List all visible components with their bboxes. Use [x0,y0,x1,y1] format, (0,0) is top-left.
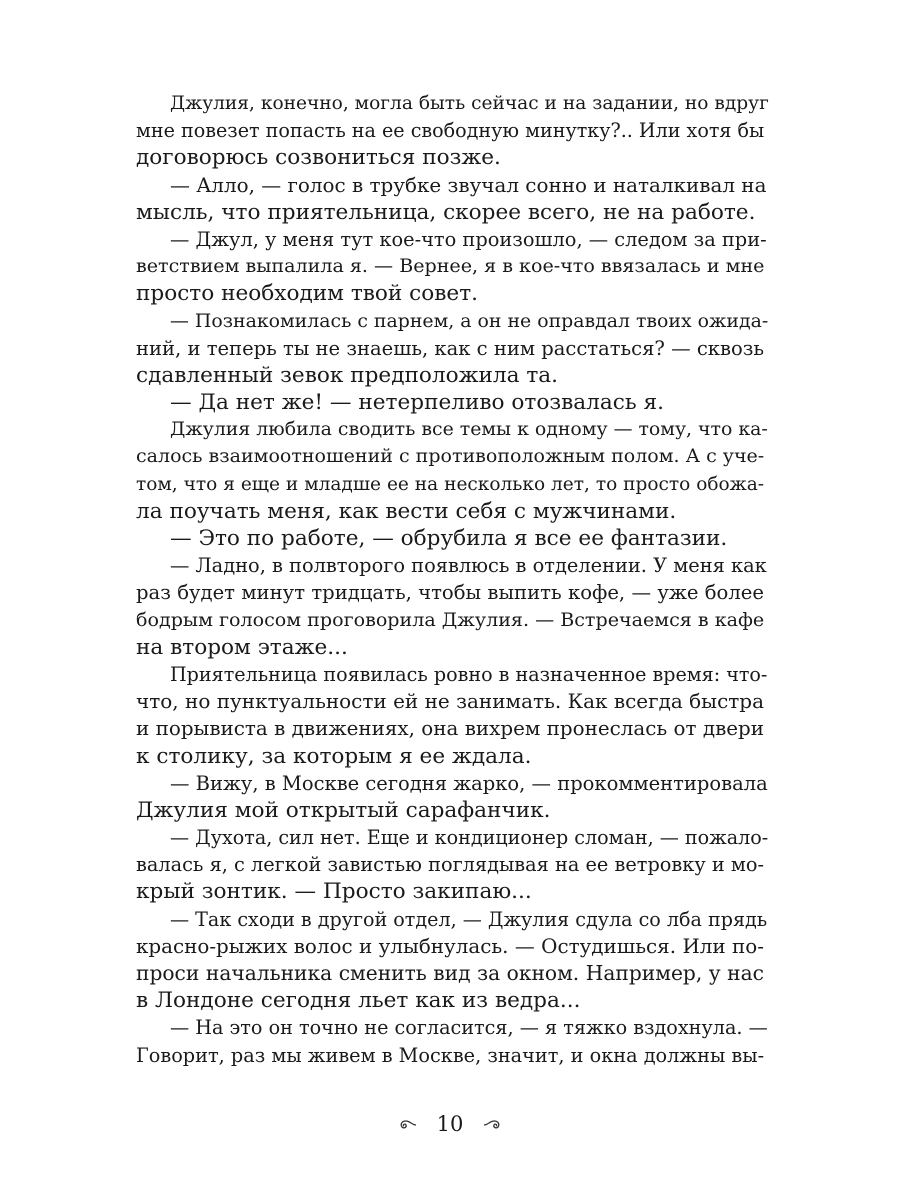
text-line: ний, и теперь ты не знаешь, как с ним расстаться? — сквозь [136,336,765,360]
text-line: Джулия любила сводить все темы к одному — тому, что ка- [170,418,768,441]
text-line: — Джул, у меня тут кое-что произошло, — следом за при- [170,227,767,251]
text-line: и порывиста в движениях, она вихрем пронеслась от двери [136,717,764,741]
text-line: — Ладно, в полвторого появлюсь в отделении. У меня как [170,554,767,578]
text-line: — Вижу, в Москве сегодня жарко, — прокомментировала [170,771,768,795]
text-line: красно-рыжих волос и улыбнулась. — Остудишься. Или по- [136,934,764,958]
text-line: бодрым голосом проговорила Джулия. — Встречаемся в кафе [136,608,765,631]
text-line: в Лондоне сегодня льет как из ведра... [136,988,581,1014]
text-line: крый зонтик. — Просто закипаю... [136,879,532,905]
text-line: — Познакомилась с парнем, а он не оправдал твоих ожида- [170,309,769,332]
text-line: — На это он точно не согласится, — я тяжко вздохнула. — [170,1016,768,1040]
text-line: Джулия мой открытый сарафанчик. [136,797,551,823]
text-line: — Так сходи в другой отдел, — Джулия сдула со лба прядь [170,907,768,931]
text-line: мысль, что приятельница, скорее всего, не на работе. [136,199,756,225]
text-line: Джулия, конечно, могла быть сейчас и на задании, но вдруг [170,93,769,114]
text-line: ла поучать меня, как вести себя с мужчинами. [136,498,677,524]
text-line: — Духота, сил нет. Еще и кондиционер сломан, — пожало- [170,826,769,850]
page-footer [0,1110,900,1136]
text-line: — Алло, — голос в трубке звучал сонно и наталкивал на [170,173,767,197]
text-line: сдавленный зевок предположила та. [136,362,559,388]
text-line: — Да нет же! — нетерпеливо отозвалась я. [170,390,664,416]
text-line: проси начальника сменить вид за окном. Например, у нас [136,961,764,985]
text-line: Говорит, раз мы живем в Москве, значит, и окна должны вы- [136,1043,765,1067]
text-line: Приятельница появилась ровно в назначенное время: что- [170,662,768,686]
text-line: — Это по работе, — обрубила я все ее фантазии. [170,526,728,551]
text-line: мне повезет попасть на ее свободную минутку?.. Или хотя бы [136,119,765,143]
ornament-right-icon [482,1112,502,1136]
text-line: на втором этаже... [136,634,348,660]
text-line: к столику, за которым я ее ждала. [136,743,532,769]
text-line: просто необходим твой совет. [136,281,479,307]
text-line: валась я, с легкой завистью поглядывая на ее ветровку и мо- [136,853,764,877]
text-line: раз будет минут тридцать, чтобы выпить кофе, — уже более [136,581,764,605]
text-line: что, но пунктуальности ей не занимать. Как всегда быстра [136,689,764,714]
page-body [136,90,769,1069]
text-line: салось взаимоотношений с противоположным полом. А с уче- [136,445,765,468]
text-line: том, что я еще и младше ее на несколько лет, то просто обожа- [136,473,764,495]
ornament-left-icon [398,1112,418,1136]
text-line: ветствием выпалила я. — Вернее, я в кое-что ввязалась и мне [136,255,765,278]
page-number: 10 [436,1111,464,1136]
text-line: договорюсь созвониться позже. [136,145,501,171]
